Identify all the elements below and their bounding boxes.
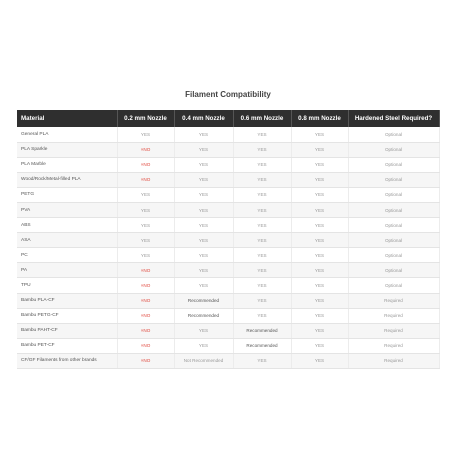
compat-cell: YES [174, 202, 233, 217]
compat-cell: YES [291, 233, 348, 248]
material-cell: Bambu PLA-CF [17, 293, 117, 308]
compat-cell: YES [291, 278, 348, 293]
compat-cell: Optional [348, 142, 439, 157]
material-cell: Bambu PET-CF [17, 338, 117, 353]
table-row [17, 187, 439, 202]
page-title: Filament Compatibility [185, 90, 271, 99]
compat-cell: ×NO [117, 353, 174, 368]
compat-cell: ×NO [117, 142, 174, 157]
compat-cell: ×NO [117, 323, 174, 338]
material-cell: ABS [17, 218, 117, 233]
compat-cell: YES [174, 218, 233, 233]
compat-cell: YES [291, 353, 348, 368]
compat-cell: YES [174, 338, 233, 353]
compat-cell: Optional [348, 278, 439, 293]
compat-cell: YES [233, 202, 291, 217]
compat-cell: Optional [348, 233, 439, 248]
compat-cell: Optional [348, 248, 439, 263]
header-0-6mm: 0.6 mm Nozzle [233, 110, 291, 127]
header-0-2mm: 0.2 mm Nozzle [117, 110, 174, 127]
compat-cell: YES [233, 308, 291, 323]
compat-cell: Optional [348, 187, 439, 202]
compat-cell: Optional [348, 202, 439, 217]
compat-cell: YES [117, 202, 174, 217]
table-row [17, 157, 439, 172]
table-row [17, 278, 439, 293]
compat-cell: YES [233, 127, 291, 142]
material-cell: Wood/Rock/Metal-filled PLA [17, 172, 117, 187]
compat-cell: Optional [348, 127, 439, 142]
material-cell: ASA [17, 233, 117, 248]
compat-cell: ×NO [117, 263, 174, 278]
material-cell: PVA [17, 202, 117, 217]
table-row [17, 353, 439, 368]
header-0-4mm: 0.4 mm Nozzle [174, 110, 233, 127]
compat-cell: YES [174, 142, 233, 157]
material-cell: TPU [17, 278, 117, 293]
compat-cell: ×NO [117, 293, 174, 308]
compat-cell: YES [174, 157, 233, 172]
table-row [17, 218, 439, 233]
table-body [17, 127, 439, 369]
compat-cell: Optional [348, 218, 439, 233]
material-cell: PA [17, 263, 117, 278]
table-row [17, 293, 439, 308]
compat-cell: Required [348, 323, 439, 338]
material-cell: PETG [17, 187, 117, 202]
header-material: Material [17, 110, 117, 127]
compat-cell: YES [291, 338, 348, 353]
compat-cell: YES [233, 263, 291, 278]
compat-cell: Recommended [233, 338, 291, 353]
compat-cell: YES [117, 127, 174, 142]
material-cell: Bambu PETG-CF [17, 308, 117, 323]
table-row [17, 308, 439, 323]
compat-cell: YES [291, 218, 348, 233]
compat-cell: YES [291, 187, 348, 202]
compat-cell: YES [291, 248, 348, 263]
table-row [17, 202, 439, 217]
compat-cell: YES [291, 127, 348, 142]
table-row [17, 338, 439, 353]
material-cell: Bambu PAHT-CF [17, 323, 117, 338]
material-cell: PLA Sparkle [17, 142, 117, 157]
compat-cell: YES [291, 157, 348, 172]
compat-cell: YES [233, 157, 291, 172]
table-row [17, 142, 439, 157]
material-cell: PC [17, 248, 117, 263]
compat-cell: ×NO [117, 172, 174, 187]
table-row [17, 263, 439, 278]
compat-cell: YES [233, 233, 291, 248]
compat-cell: YES [174, 278, 233, 293]
header-row [17, 110, 439, 127]
compat-cell: YES [291, 142, 348, 157]
compat-cell: YES [233, 172, 291, 187]
compat-cell: YES [174, 323, 233, 338]
compat-cell: ×NO [117, 308, 174, 323]
compat-cell: YES [117, 248, 174, 263]
compat-cell: Recommended [233, 323, 291, 338]
compat-cell: YES [233, 218, 291, 233]
compat-cell: YES [233, 142, 291, 157]
compat-cell: YES [174, 127, 233, 142]
compat-cell: YES [117, 187, 174, 202]
header-0-8mm: 0.8 mm Nozzle [291, 110, 348, 127]
compatibility-table [17, 110, 440, 369]
compat-cell: YES [233, 353, 291, 368]
header-hardened-steel: Hardened Steel Required? [348, 110, 439, 127]
compat-cell: YES [174, 172, 233, 187]
compat-cell: ×NO [117, 278, 174, 293]
compat-cell: YES [291, 293, 348, 308]
material-cell: General PLA [17, 127, 117, 142]
compat-cell: ×NO [117, 338, 174, 353]
compat-cell: Optional [348, 263, 439, 278]
compat-cell: YES [233, 278, 291, 293]
compat-cell: YES [174, 248, 233, 263]
compat-cell: YES [174, 187, 233, 202]
compat-cell: YES [233, 293, 291, 308]
compat-cell: YES [117, 233, 174, 248]
table-row [17, 323, 439, 338]
table-row [17, 172, 439, 187]
compat-cell: ×NO [117, 157, 174, 172]
compat-cell: YES [174, 263, 233, 278]
compat-cell: Not Recommended [174, 353, 233, 368]
compat-cell: YES [291, 263, 348, 278]
compat-cell: YES [233, 187, 291, 202]
compat-cell: Optional [348, 172, 439, 187]
table-row [17, 233, 439, 248]
compat-cell: Required [348, 353, 439, 368]
compat-cell: YES [291, 323, 348, 338]
compat-cell: Recommended [174, 308, 233, 323]
compat-cell: Required [348, 338, 439, 353]
compat-cell: YES [291, 202, 348, 217]
compat-cell: YES [291, 308, 348, 323]
compat-cell: YES [174, 233, 233, 248]
compat-cell: Optional [348, 157, 439, 172]
compat-cell: Required [348, 308, 439, 323]
material-cell: PLA Marble [17, 157, 117, 172]
table-row [17, 127, 439, 142]
compat-cell: YES [291, 172, 348, 187]
compat-cell: YES [117, 218, 174, 233]
table-row [17, 248, 439, 263]
compat-cell: YES [233, 248, 291, 263]
compat-cell: Recommended [174, 293, 233, 308]
compat-cell: Required [348, 293, 439, 308]
material-cell: CF/GF Filaments from other brands [17, 353, 117, 368]
